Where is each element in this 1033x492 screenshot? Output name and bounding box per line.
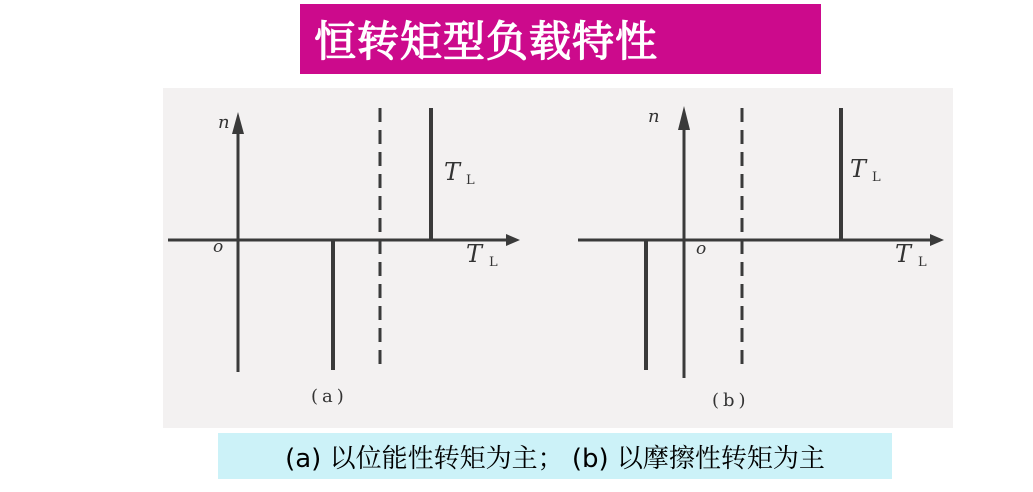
panel-b-origin-label: o — [696, 239, 707, 259]
panel-b-caption: (b) — [712, 390, 750, 411]
panel-a-x-label-sub: L — [489, 255, 498, 270]
panel-b-y-label: n — [648, 106, 660, 127]
panel-b-curve-label-sub: L — [872, 170, 881, 185]
panel-b-x-label: T — [895, 240, 912, 268]
panel-a — [168, 108, 520, 407]
panel-a-curve-label: T — [444, 158, 461, 186]
panel-a-x-label: T — [466, 240, 483, 268]
panel-a-caption: (a) — [311, 386, 348, 407]
panel-a-curve-label-sub: L — [466, 173, 475, 188]
page-title: 恒转矩型负载特性 — [314, 17, 659, 66]
panel-a-y-label: n — [218, 112, 230, 133]
panel-b-x-label-sub: L — [918, 255, 927, 270]
caption-banner — [218, 433, 892, 479]
figure-caption: (a) 以位能性转矩为主； (b) 以摩擦性转矩为主 — [285, 443, 825, 474]
panel-b — [578, 106, 944, 411]
panel-b-y-arrow-icon — [678, 106, 690, 130]
panel-a-origin-label: o — [213, 237, 224, 257]
panel-a-x-arrow-icon — [506, 234, 520, 246]
panel-b-curve-label: T — [850, 155, 867, 183]
panel-b-x-arrow-icon — [930, 234, 944, 246]
panel-a-y-arrow-icon — [232, 112, 244, 134]
